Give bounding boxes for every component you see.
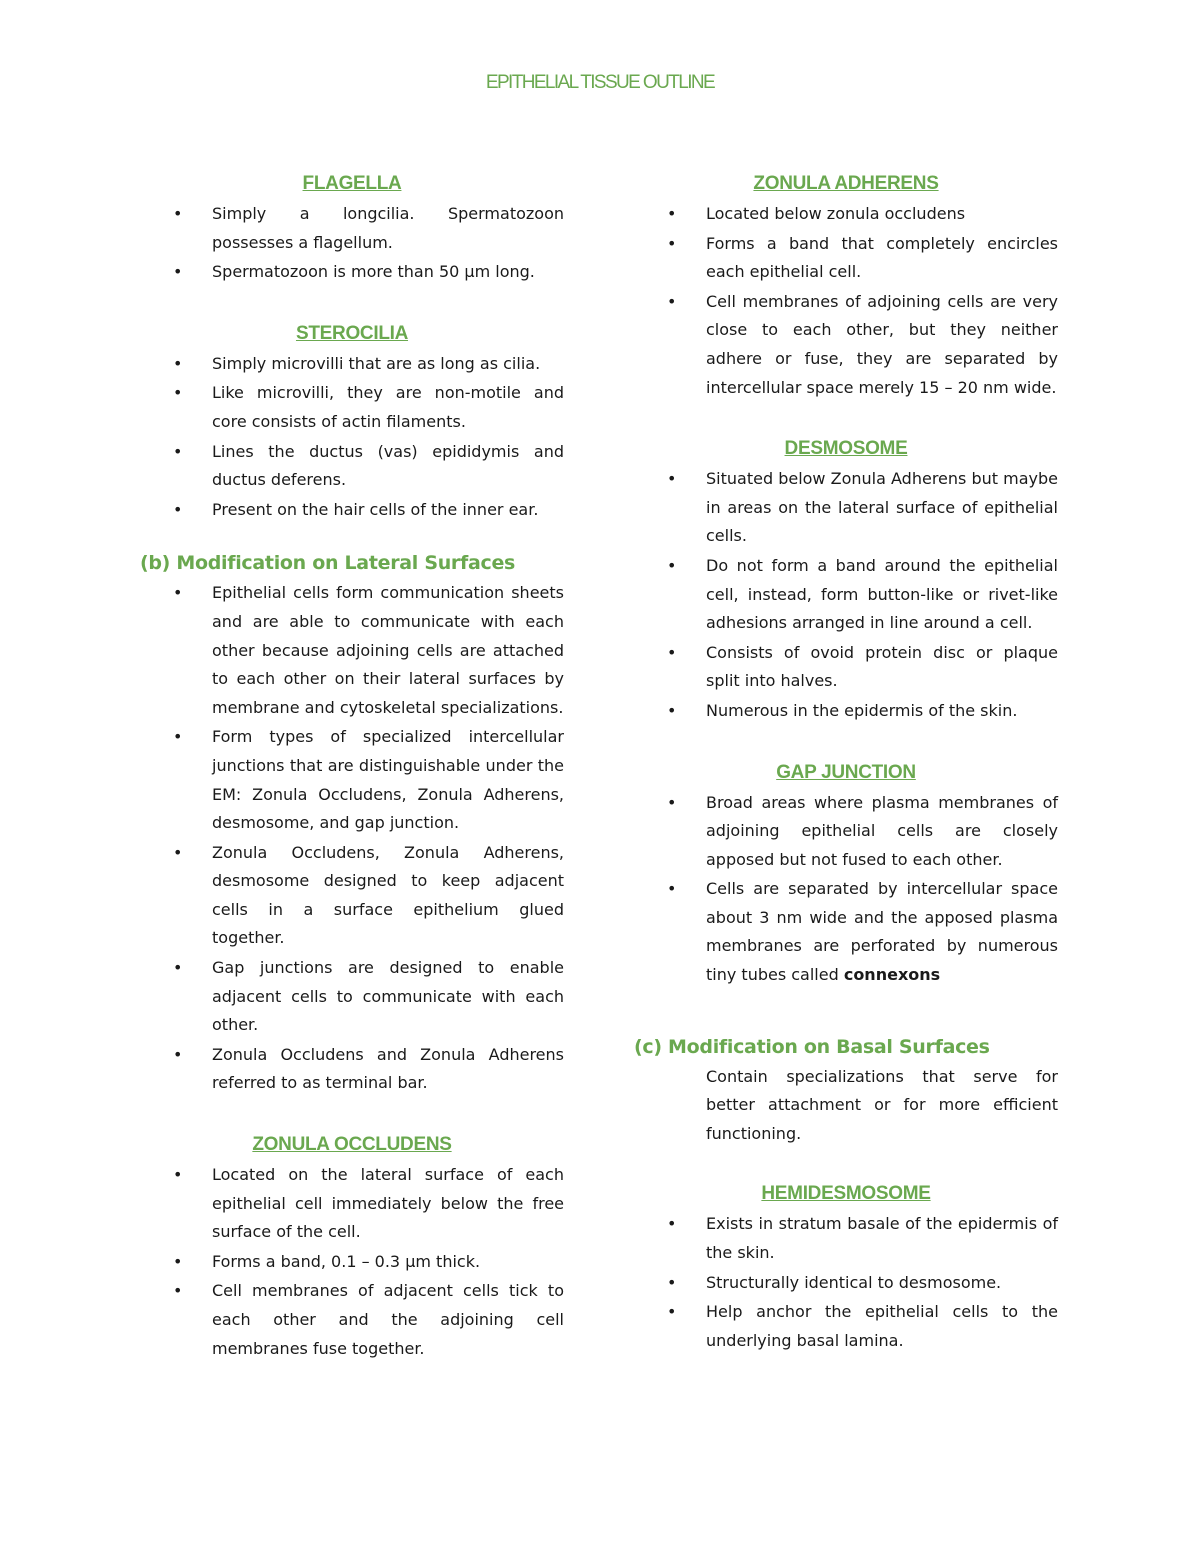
hemidesmosome-list (634, 1210, 1058, 1355)
list-item: • Structurally identical to desmosome. (634, 1269, 1058, 1298)
bullet-icon: • (667, 1214, 677, 1234)
list-item: • Numerous in the epidermis of the skin. (634, 697, 1058, 726)
list-item: • Lines the ductus (vas) epididymis and ductus deferens. (140, 438, 564, 495)
zonula-occludens-heading: ZONULA OCCLUDENS (252, 1134, 452, 1156)
hemidesmosome-heading: HEMIDESMOSOME (761, 1183, 931, 1205)
list-item: • Broad areas where plasma membranes of adjoining epithelial cells are closely apposed but not fused to each other. (634, 789, 1058, 875)
gap-junction-heading: GAP JUNCTION (776, 761, 916, 783)
bullet-icon: • (173, 1251, 183, 1271)
bullet-icon: • (173, 842, 183, 862)
flagella-heading: FLAGELLA (302, 173, 402, 194)
list-item: • Simply microvilli that are as long as cilia. (140, 350, 564, 379)
bullet-icon: • (173, 958, 183, 978)
bullet-icon: • (173, 727, 183, 747)
bullet-icon: • (667, 555, 677, 575)
left-column (140, 168, 564, 1364)
gap-junction-list (634, 789, 1058, 990)
bullet-icon: • (173, 499, 183, 519)
list-item: • Like microvilli, they are non-motile and core consists of actin filaments. (140, 379, 564, 436)
bullet-icon: • (173, 583, 183, 603)
desmosome-heading: DESMOSOME (784, 438, 908, 460)
list-item: • Cell membranes of adjacent cells tick to each other and the adjoining cell membranes fuse together. (140, 1277, 564, 1363)
list-item: • Zonula Occludens and Zonula Adherens referred to as terminal bar. (140, 1041, 564, 1098)
list-item: • Situated below Zonula Adherens but maybe in areas on the lateral surface of epithelial cells. (634, 465, 1058, 551)
list-item: • Simply a longcilia. Spermatozoon possesses a flagellum. (140, 200, 564, 257)
list-item: • Zonula Occludens, Zonula Adherens, desmosome designed to keep adjacent cells in a surface epithelium glued together. (140, 839, 564, 953)
bullet-icon: • (667, 792, 677, 812)
right-column (634, 168, 1058, 1356)
list-item: • Cells are separated by intercellular space about 3 nm wide and the apposed plasma membranes are perforated by numerous tiny tubes called connexons (634, 875, 1058, 989)
list-item: • Spermatozoon is more than 50 μm long. (140, 258, 564, 287)
bullet-icon: • (173, 353, 183, 373)
zonula-adherens-list (634, 200, 1058, 402)
list-item: • Epithelial cells form communication sheets and are able to communicate with each other because adjoining cells are attached to each other on their lateral surfaces by membrane and cytoskeletal specializations. (140, 579, 564, 722)
bullet-icon: • (173, 441, 183, 461)
bullet-icon: • (667, 291, 677, 311)
list-item: • Exists in stratum basale of the epidermis of the skin. (634, 1210, 1058, 1267)
bullet-icon: • (173, 1044, 183, 1064)
lateral-surfaces-list (140, 579, 564, 1098)
bullet-icon: • (667, 204, 677, 223)
bullet-icon: • (173, 1165, 183, 1185)
list-item: • Forms a band that completely encircles each epithelial cell. (634, 230, 1058, 287)
bullet-icon: • (667, 1272, 677, 1292)
bullet-icon: • (173, 1281, 183, 1301)
list-item: • Gap junctions are designed to enable adjacent cells to communicate with each other. (140, 954, 564, 1040)
connexons-term: connexons (843, 965, 941, 985)
bullet-icon: • (667, 233, 677, 253)
bullet-icon: • (173, 262, 183, 282)
list-item: • Consists of ovoid protein disc or plaque split into halves. (634, 639, 1058, 696)
bullet-icon: • (173, 204, 183, 223)
list-item: • Present on the hair cells of the inner ear. (140, 496, 564, 525)
sterocilia-list (140, 350, 564, 525)
list-item: • Help anchor the epithelial cells to the underlying basal lamina. (634, 1298, 1058, 1355)
basal-surfaces-paragraph: Contain specializations that serve for better attachment or for more efficient functioning. (706, 1066, 1058, 1143)
zonula-occludens-list (140, 1161, 564, 1363)
document-title: EPITHELIAL TISSUE OUTLINE (485, 72, 715, 93)
bullet-icon: • (667, 700, 677, 720)
bullet-icon: • (667, 879, 677, 899)
bullet-icon: • (667, 1302, 677, 1322)
list-item: • Cell membranes of adjoining cells are very close to each other, but they neither adhere or fuse, they are separated by intercellular space merely 15 – 20 nm wide. (634, 288, 1058, 402)
flagella-list (140, 200, 564, 287)
list-item: • Located below zonula occludens (634, 200, 1058, 229)
bullet-icon: • (173, 383, 183, 403)
list-item: • Forms a band, 0.1 – 0.3 μm thick. (140, 1248, 564, 1277)
bullet-icon: • (667, 642, 677, 662)
list-item: • Do not form a band around the epithelial cell, instead, form button-like or rivet-like adhesions arranged in line around a cell. (634, 552, 1058, 638)
zonula-adherens-heading: ZONULA ADHERENS (753, 173, 939, 194)
desmosome-list (634, 465, 1058, 725)
list-item: • Form types of specialized intercellular junctions that are distinguishable under the EM: Zonula Occludens, Zonula Adherens, desmosome, and gap junction. (140, 723, 564, 837)
sterocilia-heading: STEROCILIA (295, 322, 409, 344)
bullet-icon: • (667, 469, 677, 489)
list-item: • Located on the lateral surface of each epithelial cell immediately below the free surface of the cell. (140, 1161, 564, 1247)
lateral-surfaces-heading: (b) Modification on Lateral Surfaces (140, 552, 516, 575)
basal-surfaces-heading: (c) Modification on Basal Surfaces (634, 1035, 990, 1058)
